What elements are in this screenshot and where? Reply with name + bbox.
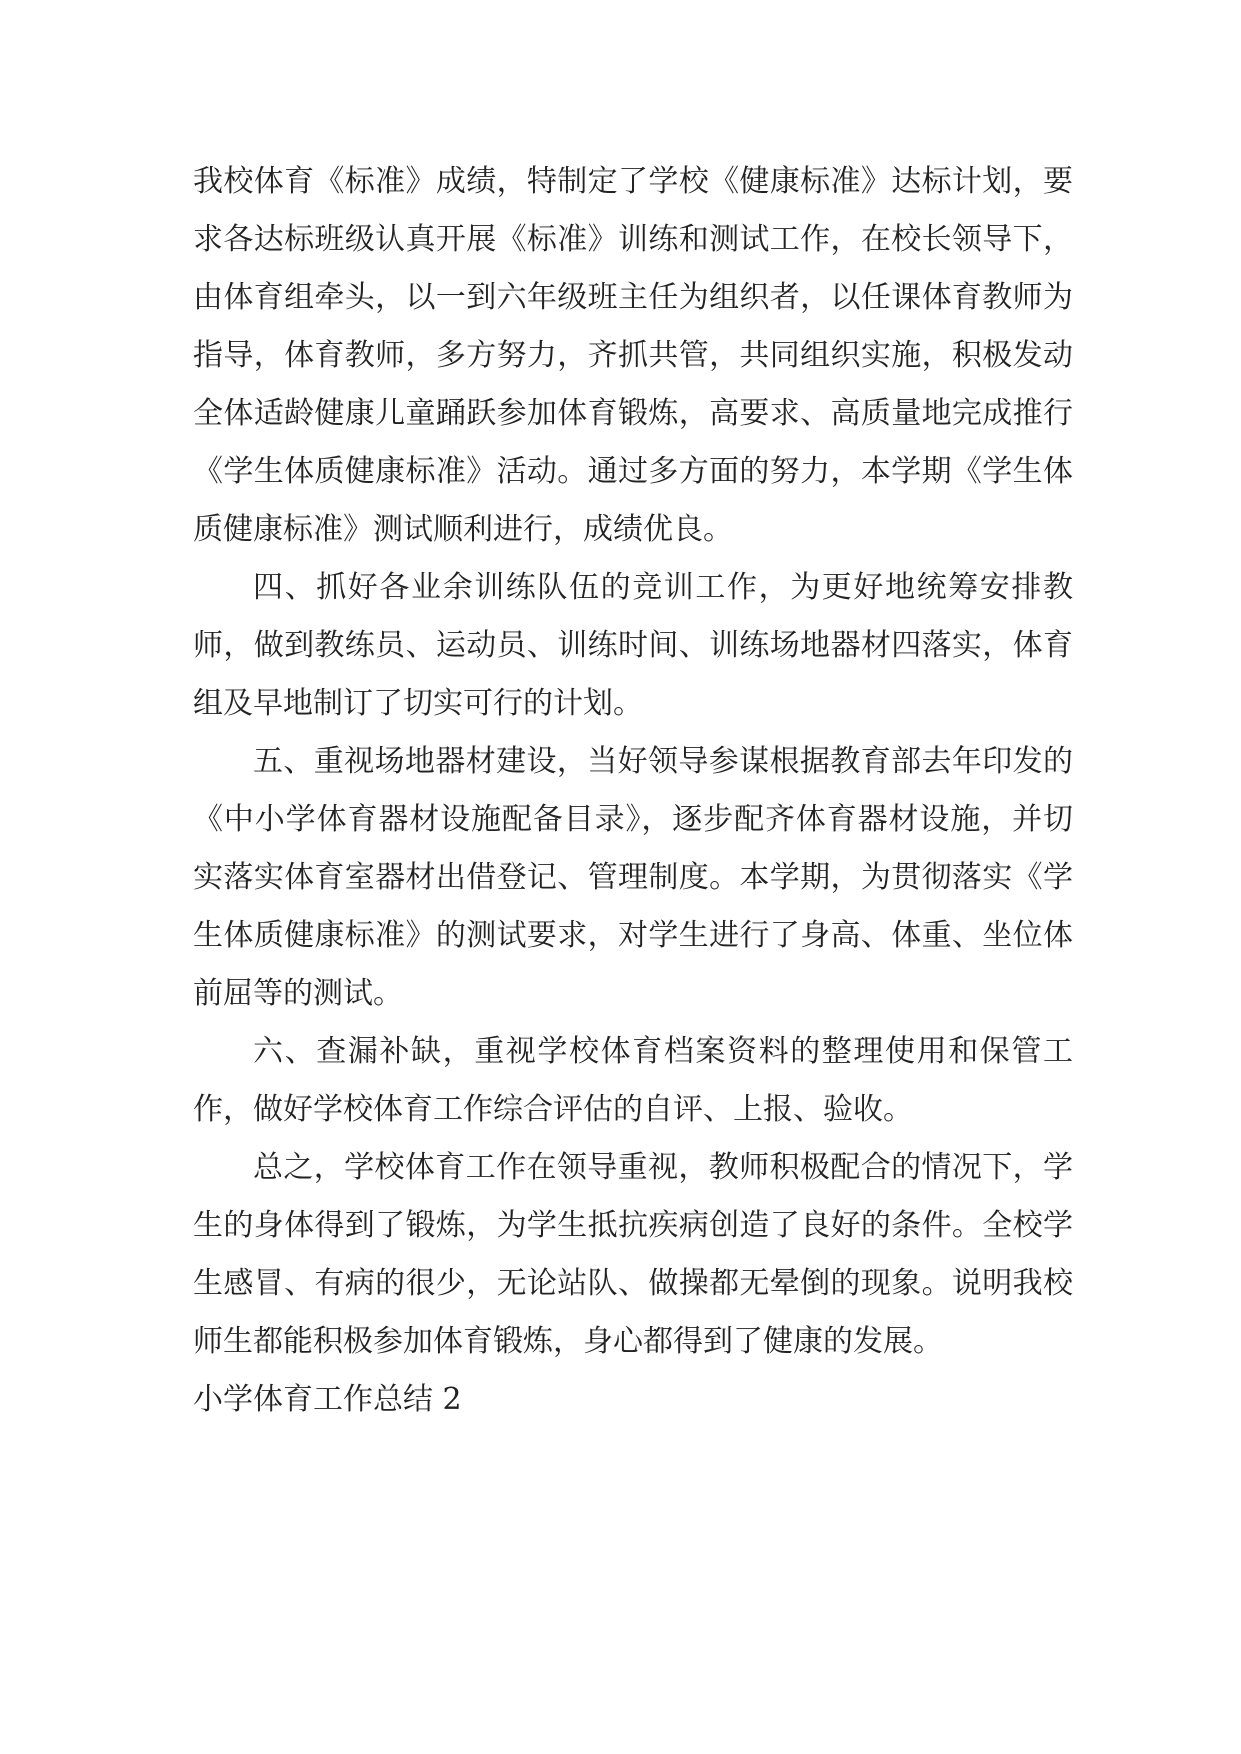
paragraph-standard-plan: 我校体育《标准》成绩，特制定了学校《健康标准》达标计划，要求各达标班级认真开展《标准》训练和测试工作，在校长领导下，由体育组牵头，以一到六年级班主任为组织者，以任课体育教师为指导，体育教师，多方努力，齐抓共管，共同组织实施，积极发动全体适龄健康儿童踊跃参加体育锻炼，高要求、高质量地完成推行《学生体质健康标准》活动。通过多方面的努力，本学期《学生体质健康标准》测试顺利进行，成绩优良。 xyxy=(193,164,1073,547)
paragraph-training-teams: 四、抓好各业余训练队伍的竞训工作，为更好地统筹安排教师，做到教练员、运动员、训练时间、训练场地器材四落实，体育组及早地制订了切实可行的计划。 xyxy=(193,570,1073,721)
section-heading: 小学体育工作总结 2 xyxy=(193,1382,462,1417)
paragraph-summary: 总之，学校体育工作在领导重视，教师积极配合的情况下，学生的身体得到了锻炼，为学生抵抗疾病创造了良好的条件。全校学生感冒、有病的很少，无论站队、做操都无晕倒的现象。说明我校师生都能积极参加体育锻炼，身心都得到了健康的发展。 xyxy=(193,1150,1073,1359)
paragraph-archives: 六、查漏补缺，重视学校体育档案资料的整理使用和保管工作，做好学校体育工作综合评估的自评、上报、验收。 xyxy=(193,1034,1073,1127)
paragraph-equipment: 五、重视场地器材建设，当好领导参谋根据教育部去年印发的《中小学体育器材设施配备目录》，逐步配齐体育器材设施，并切实落实体育室器材出借登记、管理制度。本学期，为贯彻落实《学生体质健康标准》的测试要求，对学生进行了身高、体重、坐位体前屈等的测试。 xyxy=(193,744,1073,1011)
document-page xyxy=(193,153,1073,1429)
